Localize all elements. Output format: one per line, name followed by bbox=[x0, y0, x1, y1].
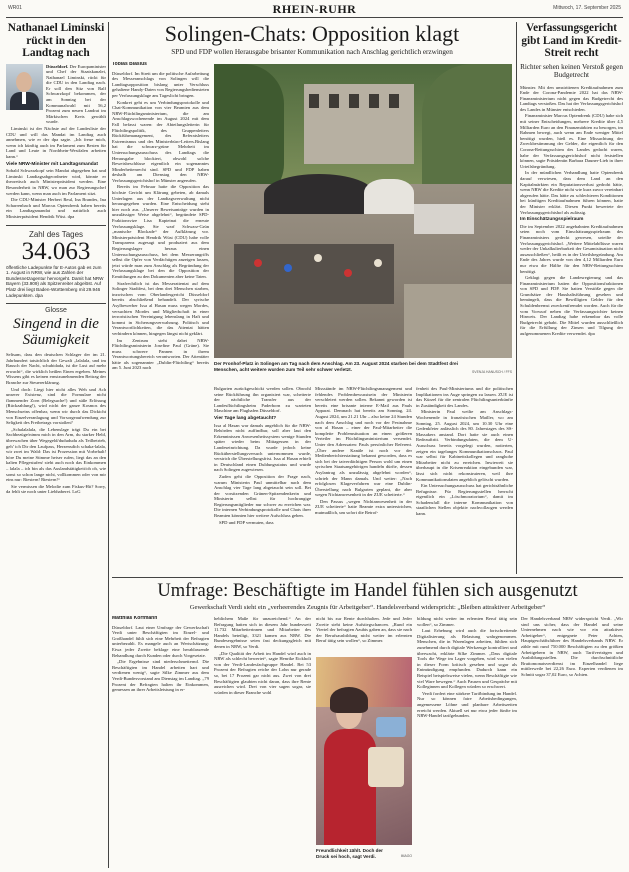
section-title: RHEIN-RUHR bbox=[272, 2, 357, 16]
handel-headline: Umfrage: Beschäftigte im Handel fühlen sich ausgenutzt bbox=[157, 581, 578, 601]
kredit-headline: Verfassungsgericht gibt Land im Kredit-Streit recht bbox=[521, 22, 622, 59]
masthead-rule bbox=[6, 17, 623, 18]
solingen-credit: SVENJA HANUSCH / FFS bbox=[472, 370, 512, 374]
solingen-photo bbox=[214, 64, 512, 358]
solingen-caption: Der Fronhof-Platz in Solingen am Tag nach dem Anschlag. Am 23. August 2024 starben bei dem Stadtfest drei Menschen, acht weitere wurden zum Teil sehr schwer verletzt. bbox=[214, 361, 458, 372]
liminski-text-1: Der Europaminister und Chef der Staatskanzlei, Nathanael Liminski, rückt für die CDU in den Landtag nach. Er soll den Sitz von Ralf Schwarzkopf bekommen, der am Sonntag bei der Kommunalwahl mit 56,2 Prozent zum neuen Landrat im Märkischen Kreis gewählt wurde. bbox=[46, 63, 106, 125]
glosse-text-2: Und doch: Liegt hier nicht alles Weh und Ach unserer Existenz, sind die Formulare nicht flammender Zorn (Belegsuche!) und süße Erlösung (Rückzahlung!), wird nicht der ganze Kosmos des Menschseins offenbar, wenn wir durch das Dickicht von Einzelveranlagung und Vorsorgeaufwendung zur Seligkeit des Freibetrags vorstoßen? bbox=[6, 386, 106, 426]
right-divider bbox=[516, 22, 517, 574]
issue-date: Mittwoch, 17. September 2025 bbox=[553, 5, 621, 11]
liminski-portrait bbox=[6, 64, 43, 110]
solingen-c2-subheading: Vier Tage lang abgetaucht? bbox=[214, 415, 277, 421]
left-divider bbox=[108, 22, 109, 868]
kredit-p5: Geklagt gegen die Landesregierung und das Finanzministerium hatten die Oppositionsfraktionen von SPD und FDP. Sie hatten Verstöße gegen die Grundsätze der Haushaltsführung gesehen und bemängelt, dass die Bewilligten Gelder für den Schuldenbremst zweckentfremdet worden. Auch für die vom Vorwurf neben die Verfassungsrichter keinen Hinweis. Der Landtag habe erkennbar das volle Budgetrecht gehabt. Die Mittel wurden ausschließlich für die Erfüllung der Zinsen und Tilgung der aufgenommenen Kredite verwendet. dpa bbox=[520, 275, 623, 337]
handel-c4-p1: bildung nicht weiter im erlernten Beruf tätig sein wollen“, so Zimmer. bbox=[417, 616, 517, 627]
solingen-c1-p5: Im Zentrum steht dabei NRW-Flüchtlingsministerin Josefine Paul (Grüne). Sie muss schwere Pannen in ihrem Verantwortungsbereich verantworten. Der Attentäter hätte als sogenannter „Dublin-Flüchtling“ bereits am 5. Juni 2023 nach bbox=[112, 337, 209, 371]
handel-c2-p1: heblichem Maße für unzureichend.“ An der Befragung hatten sich in diesem Jahr bundesweit 11.732 Mitarbeiterinnen und Mitarbeiter des Handels beteiligt, 3321 kamen aus NRW. Die Bundesergebnisse seien fast deckungsgleich mit denen in NRW, so Verdi. bbox=[214, 616, 311, 649]
liminski-headline: Nathanael Liminski rückt in den Landtag nach bbox=[7, 22, 105, 59]
liminski-dateline: Düsseldorf. bbox=[46, 63, 69, 69]
solingen-c2-p2: Issa al Hasan war damals angeblich für die NRW-Behörden nicht auffindbar, soll aber laut den Erkenntnissen Anwesenheitssystem wenige Stunden später wieder beim Mittagessen in der Landeseinrichtung. Da wurde jedoch keine Rücküberstellungsversuch unternommen wurde, verstrich die Überstellungsfrist. Issa al Hasan erhielt in Deutschland einen Duldungsstatus und wurde nach Solingen zugewiesen. bbox=[214, 422, 311, 473]
kredit-p3: In der mündlichen Verhandlung hatte Optendrenk darauf verwiesen, dass dem Land an den Kapitalmärkten ein Reputationsverlust gedroht hätte, wenn NRW die Kredite nicht wie kurz zuvor vereinbart abgerufen hätte. Das hätte zu schlechteren Konditionen bei künftigen Kreditaufnahmen führen können, hatte der Minister erklärt. Diesen Punkt bewertete der Verfassungsgerichtshof als zulässig. bbox=[520, 170, 623, 215]
kredit-p4: Die im September 2022 angebahnten Kreditaufnahmen seien noch vom Einschätzungsspielraum des Finanzministers gedeckt gewesen, urteilte der Verfassungsgerichtshof. „Weitere Mittelabflüsse waren weder der Unkalkulierbarkeit der Gesamtsituation nicht auszuschließen“, heißt es in der Urteilsbegründung. Am Ende des Jahres wurde von den 4,12 Milliarden Euro nur etwa die Hälfte für den NRW-Rettungsschirm benötigt. bbox=[520, 223, 623, 274]
handel-c2-p2: „Die Qualität der Arbeit im Handel wird auch in NRW als schlecht bewertet“, sagte Henrike Eickholt von der Verdi-Landesfachgruppe Handel. Bei 53 Prozent der Befragten reiche der Lohn nur gerade so, bei 17 Prozent gar nicht aus. Zwei von drei Beschäftigten glaubten nicht daran, dass ihre Rente ausreichen wird. Drei von vier sagen sogar, sie würden in dieser Branche wohl bbox=[214, 650, 311, 695]
handel-author: Matthias Korfmann bbox=[112, 616, 158, 621]
masthead-left: WR01 bbox=[8, 5, 22, 11]
solingen-col-1 bbox=[112, 62, 209, 574]
number-of-day-label: Zahl des Tages bbox=[28, 229, 84, 239]
glosse-text-3: „Schalalalala, die Lebenslage trägt Du ein bei Sachbezüge/nimm mich in den Arm, du starker Held, überwachen über Wegegeld/dudududu als Teilbetrieb, geh’ ich Dir den Laufpass, Herzensdich schaka-lalala, wir zwei im Wald: Das ist Prozession mit Vorbehalt! höre Du meine Stimme heiser rufen, liegt das an den kalten Pflegestufen/ steht auch noch das Einkommen – lalala – ich bin als das Auslandstätigkeit/oh oh, wie sonst so schon lange nicht, vollkommen oder von mir eins nur: Riestern! Riestern!“ bbox=[6, 426, 106, 483]
handel-col-4 bbox=[417, 616, 517, 868]
handel-col-1 bbox=[112, 616, 209, 868]
solingen-c4-p3: Ein Untersuchungsausschuss hat gerichtsähnliche Befugnisse. Für Regierungsstellen herrscht eigentlich ein „Löschmoratorium“, damit im Schadensfall die interne Kommunikation von staatlichen Stellen objektiv nachvollzogen werden kann. bbox=[416, 483, 513, 517]
solingen-col-3 bbox=[315, 386, 412, 574]
glosse-label: Glosse bbox=[45, 307, 67, 315]
liminski-text-2: Liminski ist der Nächste auf der Landesliste der CDU und will das Mandat im Landtag auch annehmen, wie er der dpa sagte. „Ich freue mich, wenn ich künftig auch im Parlament zum Besten für Land und Leute in Nordrhein-Westfalen arbeiten kann.“ bbox=[6, 126, 106, 159]
handel-c1-p2: „Die Ergebnisse sind niederschmetternd. Die Beschäftigten im Handel arbeiten hart und verdienen wenig“, sagte Silke Zimmer aus dem Verdi-Bundesvorstand am Dienstag im Landtag. „79 Prozent der Befragten halten ihr Einkommen, gemessen an ihrer Arbeitsleistung in er- bbox=[112, 659, 209, 693]
handel-c4-p2: Laut Erhebung wird auch die fortschreitende Digitalisierung als Belastung wahrgenommen. Menschen, die in Warenlagen arbeiten, fühlten sich zunehmend durch digitale Werkzeuge kontrolliert und überwacht, erklärte Silke Zimmer. „Dass digitale Tools die Wege im Lager vorgeben, wird von vielen in dieser Form kritisch gesehen und sogar als Entmündigung empfunden. Dadurch kann ein Beispiel beispielsweise vielen, wenn Beschäftigte wie viel Ware bewegen.“ Auch Pausen und Gespräche mit Kolleginnen und Kollegen würden so erschwert. bbox=[417, 628, 517, 690]
handel-col-3 bbox=[316, 616, 412, 654]
right-column bbox=[520, 22, 623, 574]
solingen-c1-p3: Bereits im Februar hatte die Opposition das höchste Gericht um Klärung gebeten, ab damals Unterlagen aus der Landtagsverwaltung nicht herausgegeben wurden. Eine Entscheidung steht hier noch aus. „Unserer Beweisanträge wurden in unzulässiger Weise abgelehnt“, begründete SPD-Fraktionsvize Lisa Kapteinat die erneute Verfassungsklage. Sie warf Schwarz-Grün „manische Blockade“ der Aufklärung vor. Ministerpräsident Hendrik Wüst (CDU) habe volle Transparenz zugesagt und produziert aus dem Regierungslager heraus einen Untersuchungsausschuss, bei dem Messerangriffs selbst die Opfer von Verdächtigen anzeigen lassen, jetzt würde man zum Anschlag als Begründung der Verfassungsklage bei den die Opposition der Ermittlungen zu den Dokumenten aber keine Taten. bbox=[112, 184, 209, 279]
handel-c1-p1: Düsseldorf. Laut einer Umfrage der Gewerkschaft Verdi unter Beschäftigten im Einzel- und Großhandel fühlt sich eine Mehrheit der Befragten unterbezahlt. Es mangele auch an Wertschätzung: Etwa jeder Zweite beklage eine herablassende Behandlung durch Kunden oder durch Vorgesetzte. bbox=[112, 624, 209, 658]
glosse-title: Singend in die Säumigkeit bbox=[13, 316, 99, 349]
handel-c4-p3: Verdi fordert eine stärkere Tarifbindung im Handel. Nur so können faire Arbeitsbedingungen, angemessene Löhne und planbare Arbeitszeiten erreicht werden. Aktuell sei nur etwa jeder fünfte im NRW-Handel tarifgebunden. bbox=[417, 690, 517, 719]
handel-c5-p1: Der Handelsverband NRW widerspricht Verdi. „Wir sind uns sicher, dass der Handel und seine Unternehmen nach wie vor ein attraktiver Arbeitgeber“, entgegnete Peter Achten, Hauptgeschäftsführer des Handelsverbands NRW. Er zähle mit rund 750.000 Beschäftigten zu den größten Arbeitgebern in NRW, auch Tarifverträgen und Ausbildungsstellen. Die durchschnittliche Bruttomonatsverdienst im Einzelhandel liege mittlerweile bei 22,26 Euro. Experten verdienen im Schnitt sogar 37,02 Euro, so Achten. bbox=[521, 616, 623, 677]
solingen-c2-p3: Zuden geht die Opposition der Frage nach, warum Ministerin Paul unmittelbar nach dem Anschlag vier Tage lang abgetaucht sein soll. Bei der vorsitzenden Grünen-Spitzendenkerin und Ministerin selbst für hochrangige Regierungsmitglieder nur schwer zu erreichen war. Die internen Verbindungsprotokolle und Chats ihrer Beamten könnten hier weitere Aufschluss geben. bbox=[214, 473, 311, 519]
bottom-rule bbox=[112, 577, 623, 578]
glosse-text-1: Seltsam, dass den deutschen Schlager der im 21. Jahrhundert tatsächlich der Gewalt „lalalala, und im Rausch der Nacht, schubidada, ist die Lust auf mehr erwacht“, die wirklich heißen Einen ergeben. Meines Wissens gibt es keinen ernstzunehmenden Beitrag der Branche zur Steuererklärung. bbox=[6, 352, 106, 386]
handel-col-5 bbox=[521, 616, 623, 868]
kredit-p1: Münster. Mit den umstrittenen Kreditaufnahmen zum Ende der Corona-Pandemie 2022 hat das NRW-Finanzministerium nicht gegen das Budgetrecht des Landtags verstoßen. Das hat der Verfassungsgerichtshof des Landes in Münster entschieden. bbox=[520, 84, 623, 112]
handel-photo bbox=[316, 657, 412, 845]
handel-credit: IMAGO bbox=[400, 854, 412, 858]
handel-c3-p1: nicht bis zur Rente durchhalten. Jede und Jeder Zweite sieht keine Aufstiegschancen. „Rund ein Viertel der befragten Azubis gaben an, dass sie nach der Berufsausbildung nicht weiter im erlernten Beruf tätig sein wollen“, so Zimmer. bbox=[316, 616, 412, 644]
handel-subhead: Gewerkschaft Verdi sieht ein „verheerendes Zeugnis für Arbeitgeber“. Handelsverband widerspricht: „Bleiben attraktiver Arbeitgeber“ bbox=[189, 604, 546, 611]
solingen-headline: Solingen-Chats: Opposition klagt bbox=[164, 21, 460, 46]
kredit-subheading: Im Einschätzungsspielraum bbox=[520, 217, 584, 223]
left-column bbox=[6, 22, 106, 868]
solingen-col-4 bbox=[416, 386, 513, 574]
solingen-c3-p2: Den Passus „wegen Nichtanwesenheit in der ZUE scheiterte“ hatte Beamte extra unterstrichen, mutmaßlich, um sofort die Betrof- bbox=[315, 498, 412, 516]
liminski-text-3: Sobald Schwarzkopf sein Mandat abgegeben hat und Liminski Landtagsabgeordneter wird, könnte er theoretisch auch Ministerpräsident werden. Eine Besonderheit in NRW, wo man zur Regierungschef werden kann, wenn man auch im Parlament sitzt. bbox=[6, 168, 106, 196]
solingen-c4-p1: fenheit des Paul-Ministeriums und die politischen Implikationen ins Auge springen zu lassen. ZUE ist das Kürzel für die zentralen Flüchtlingsunterkünfte in Zuständigkeit des Landes. bbox=[416, 386, 513, 408]
number-of-day-text: öffentliche Ladepunkte für E-Autos gab es zum 1. August in NRW, wie aus Zahlen der Bundesnetzagentur hervorgeht. Damit hat NRW Bayern (33.909) als Spitzenreiter abgelöst. Auf Platz drei liegt Baden-Württemberg mit 29.946 Ladepunkten. dpa bbox=[6, 264, 104, 298]
solingen-c2-p4: SPD und FDP vermuten, dass bbox=[219, 519, 274, 525]
handel-col-2 bbox=[214, 616, 311, 868]
solingen-subhead: SPD und FDP wollen Herausgabe brisanter Kommunikation nach Anschlag gerichtlich erzwingen bbox=[171, 48, 453, 56]
solingen-c1-p2: Konkret geht es um Verbindungsprotokolle und Chat-Kommunikation von vier Beamten aus dem NRW-Flüchtlingsministerium, die am Anschlagswochenende im August 2024 mit dem Fall befasst waren: der Abteilungsleiterin für Flüchtlingspolitik, des Gruppenleiters Rückführmanagement, des Referatsleiters Extremismus und des Ministerbüro-Leiters.Bislang hat die schwarz-grüne Mehrheit im Untersuchungsausschuss des Landtags die Herausgabe blockiert, obwohl solche Beweisbeschlüsse eigentlich ein sogenanntes Minderheitenrecht sind. SPD und FDP haben deshalb am Dienstag den NRW-Verfassungsgerichtshof in Münster angerufen. bbox=[112, 99, 209, 183]
kredit-subhead: Richter sehen keinen Verstoß gegen Budgetrecht bbox=[520, 62, 623, 79]
solingen-c4-p2: Ministerin Paul weilte am Anschlags-Wochenende in französischen Mailler, wo am Sonntag, 25. August 2024, um 10.30 Uhr eine Gedenkfeier anlässlich des 80. Jahrestages des SS-Massakers anstand. Dort hatte sie auch einen Redeauftritt. Verbindungsdaten, die dem U-Ausschuss bereits vorgelegt wurden, notierten, zeigen ein tagelanges Kommunikationschaos. Paul war selbst für Kabinettskollegen und ranghohe Mitarbeiter nicht zu erreichen. Inwieweit sie überhaupt in die Krisenreaktion eingebunden war, lässt sich nicht rekonstruieren, weil ihre Kommunikationsdaten angeblich gelöscht wurden. bbox=[416, 409, 513, 482]
liminski-text-4: Die CDU-Minister Herbert Reul, Ina Brandes, Ina Scharrenbach und Marcus Optendrenk haben bereits ein Landtagsmandat und natürlich auch Ministerpräsident Hendrik Wüst. dpa bbox=[6, 197, 106, 219]
solingen-author: Tobias Blasius bbox=[112, 62, 147, 67]
solingen-c1-p4: Strafrechtlich ist das Messerattentat auf dem Solinger Stadtfest, bei dem drei Menschen starben, inzwischen vom Oberlandesgericht Düsseldorf bereits abschließend behandelt. Der syrische Asylbewerber Issa al Hasan muss wegen Mordes, versuchten Mordes und Mitgliedschaft in einer terroristischen Vereinigung lebenslang in Haft und kommt in Sicherungsverwahrung. Politisch und Verantwortlichkeiten, die das Attentat hätten verhindern können, hingegen längst nicht geklärt. bbox=[112, 280, 209, 336]
solingen-c1-p1: Düsseldorf. Im Streit um die politische Aufarbeitung des Messeranschlags von Solingen will die Landtagsopposition bislang unter Verschluss gehaltene Handy-Daten von Regierungsbediensteten per Verfassungsklage ans Tageslicht bringen. bbox=[112, 70, 209, 98]
liminski-subheading: Viele NRW-Minister mit Landtagsmandat bbox=[6, 161, 98, 167]
number-of-day: 34.063 bbox=[21, 237, 91, 265]
solingen-col-2 bbox=[214, 386, 311, 574]
solingen-c3-p1: Missstände im NRW-Flüchtlingsmanagement und fehlendes Problembewusstsein der Ministerin verschleiert werden sollen. Bekannt geworden ist bereits eine brisante interne E-Mail aus Pauls Apparat. Demnach hat bereits am Sonntag, 24. August 2024, um 21.21 Uhr – also keine 24 Stunden nach dem Anschlag und noch vor der Festnahme von al Hasan – einer der Paul-Mitarbeiter die komplette Problemsituation an einen größeren Verteiler im Flüchtlingsministerium versendet. Unter den Adressaten: Pauls persönlicher Referent. „Über andere Kanäle ist noch vor der Medienberichterstattung bekannt geworden, dass es sich bei der tatverdächtigen Person wohl um einen syrischen Staatsangehörigen handeln dürfte, dessen Asylantrag als unzulässig abgelehnt worden“, schrieb der Mann damals. Und weiter: „Nach erfolglosen Klageverfahren war eine Dublin-Überstellung nach Bulgarien geplant, die aber wegen Nichtanwesenheit in der ZUE scheiterte.“ bbox=[315, 386, 412, 498]
kredit-p2: Finanzminister Marcus Optendrenk (CDU) habe sich mit seiner Entscheidungen, mehrere Kredite über 4,5 Milliarden Euro an den Finanzmärkten zu besorgen, im Rahmen bewegt, auch wenn am Ende weniger Mittel benötigt wurden, hieß es. Eine Missachtung der Zweckbestimmung der Gelder, die eigentlich für den Corona-Rettungsschirm des Landes gedacht waren, habe der Verfassungsgerichtshof nicht feststellen können, sagte Präsidentin Barbara Dauner-Lieb in ihrer Urteilsbegründung. bbox=[520, 113, 623, 169]
glosse-text-4: Sie vermissen die Melodie zum Fiskus-Hit? Sorry, da fehlt sie noch unter Liebhaberei. LoG bbox=[6, 483, 106, 495]
solingen-c2-p1: Bulgarien zurückgeschickt werden sollen. Obwohl seine Rückführung ihn organisiert war, scheiterte der nächtliche Transfer aus der Landesflüchtlingsheim Paderborn zu warteten Maschine am Flughafen Düsseldorf. bbox=[214, 386, 311, 414]
handel-caption: Freundlichkeit zählt. Doch der Druck sei hoch, sagt Verdi. bbox=[316, 848, 383, 859]
